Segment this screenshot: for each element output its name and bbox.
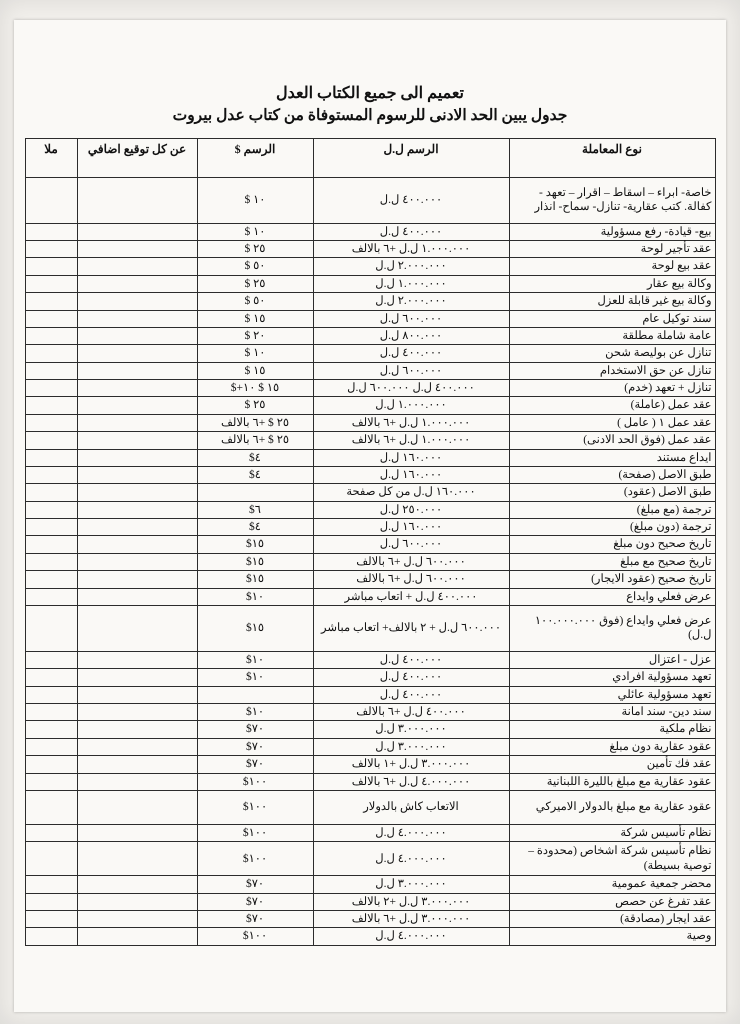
cell-transaction-type: وصية bbox=[509, 928, 715, 945]
cell-extra-signature-fee bbox=[77, 588, 197, 605]
table-row bbox=[25, 432, 715, 449]
cell-transaction-type: وكالة بيع غير قابلة للعزل bbox=[509, 293, 715, 310]
table-header-row bbox=[25, 138, 715, 177]
cell-extra-signature-fee bbox=[77, 876, 197, 893]
cell-extra-signature-fee bbox=[77, 893, 197, 910]
cell-fee-usd: ١٠ $ bbox=[197, 345, 313, 362]
cell-extra-signature-fee bbox=[77, 928, 197, 945]
cell-note bbox=[25, 756, 77, 773]
cell-transaction-type: عقد فك تأمين bbox=[509, 756, 715, 773]
cell-extra-signature-fee bbox=[77, 449, 197, 466]
cell-transaction-type: عرض فعلي وايداع (فوق ١٠٠.٠٠٠.٠٠٠ ل.ل) bbox=[509, 605, 715, 651]
table-row bbox=[25, 756, 715, 773]
cell-fee-usd: ٧٠$ bbox=[197, 721, 313, 738]
cell-transaction-type: تعهد مسؤولية افرادي bbox=[509, 669, 715, 686]
table-row bbox=[25, 571, 715, 588]
cell-note bbox=[25, 380, 77, 397]
cell-extra-signature-fee bbox=[77, 773, 197, 790]
cell-fee-lbp: الاتعاب كاش بالدولار bbox=[313, 790, 509, 824]
cell-fee-usd: ٧٠$ bbox=[197, 911, 313, 928]
cell-note bbox=[25, 773, 77, 790]
cell-extra-signature-fee bbox=[77, 293, 197, 310]
cell-transaction-type: طبق الاصل (صفحة) bbox=[509, 466, 715, 483]
cell-fee-usd: ٧٠$ bbox=[197, 756, 313, 773]
document-title-line-2: جدول يبين الحد الادنى للرسوم المستوفاة من كتاب عدل بيروت bbox=[172, 107, 568, 125]
cell-extra-signature-fee bbox=[77, 756, 197, 773]
cell-extra-signature-fee bbox=[77, 484, 197, 501]
cell-extra-signature-fee bbox=[77, 686, 197, 703]
cell-fee-lbp: ٤٠٠.٠٠٠ ل.ل + اتعاب مباشر bbox=[313, 588, 509, 605]
cell-note bbox=[25, 432, 77, 449]
cell-fee-lbp: ٦٠٠.٠٠٠ ل.ل +٦ بالالف bbox=[313, 553, 509, 570]
cell-fee-lbp: ٣.٠٠٠.٠٠٠ ل.ل +٦ بالالف bbox=[313, 911, 509, 928]
cell-fee-lbp: ٤٠٠.٠٠٠ ل.ل bbox=[313, 651, 509, 668]
cell-fee-lbp: ٤٠٠.٠٠٠ ل.ل bbox=[313, 669, 509, 686]
cell-transaction-type: عرض فعلي وايداع bbox=[509, 588, 715, 605]
cell-transaction-type: سند دين- سند امانة bbox=[509, 704, 715, 721]
cell-transaction-type: ترجمة (دون مبلغ) bbox=[509, 519, 715, 536]
cell-fee-lbp: ٨٠٠.٠٠٠ ل.ل bbox=[313, 327, 509, 344]
table-row bbox=[25, 824, 715, 841]
cell-extra-signature-fee bbox=[77, 605, 197, 651]
cell-transaction-type: تاريخ صحيح دون مبلغ bbox=[509, 536, 715, 553]
cell-extra-signature-fee bbox=[77, 842, 197, 876]
cell-fee-lbp: ٤٠٠.٠٠٠ ل.ل bbox=[313, 345, 509, 362]
cell-fee-lbp: ١.٠٠٠.٠٠٠ ل.ل +٦ بالالف bbox=[313, 414, 509, 431]
paper-sheet bbox=[14, 20, 726, 1012]
cell-fee-lbp: ٤٠٠.٠٠٠ ل.ل ٦٠٠.٠٠٠ ل.ل bbox=[313, 380, 509, 397]
table-row bbox=[25, 345, 715, 362]
cell-note bbox=[25, 484, 77, 501]
cell-fee-usd: ١٠٠$ bbox=[197, 928, 313, 945]
cell-transaction-type: تنازل + تعهد (خدم) bbox=[509, 380, 715, 397]
cell-note bbox=[25, 928, 77, 945]
cell-transaction-type: طبق الاصل (عقود) bbox=[509, 484, 715, 501]
cell-fee-lbp: ٣.٠٠٠.٠٠٠ ل.ل bbox=[313, 721, 509, 738]
cell-transaction-type: عقد عمل (عاملة) bbox=[509, 397, 715, 414]
cell-transaction-type: نظام تأسيس شركة bbox=[509, 824, 715, 841]
cell-note bbox=[25, 241, 77, 258]
table-row bbox=[25, 738, 715, 755]
cell-fee-usd: ١٠$ bbox=[197, 669, 313, 686]
column-header-extra-signature: عن كل توقيع اضافي bbox=[77, 138, 197, 177]
cell-extra-signature-fee bbox=[77, 310, 197, 327]
cell-transaction-type: سند توكيل عام bbox=[509, 310, 715, 327]
cell-fee-lbp: ٤٠٠.٠٠٠ ل.ل +٦ بالالف bbox=[313, 704, 509, 721]
cell-transaction-type: تنازل عن حق الاستخدام bbox=[509, 362, 715, 379]
cell-note bbox=[25, 738, 77, 755]
table-row bbox=[25, 275, 715, 292]
cell-extra-signature-fee bbox=[77, 651, 197, 668]
cell-fee-usd: ١٥$ bbox=[197, 536, 313, 553]
cell-note bbox=[25, 397, 77, 414]
cell-transaction-type: عقد عمل (فوق الحد الادنى) bbox=[509, 432, 715, 449]
cell-transaction-type: عقد تفرغ عن حصص bbox=[509, 893, 715, 910]
column-header-note: ملا bbox=[25, 138, 77, 177]
fees-table bbox=[25, 138, 716, 946]
cell-fee-usd: ٢٥ $ bbox=[197, 397, 313, 414]
table-row bbox=[25, 911, 715, 928]
cell-extra-signature-fee bbox=[77, 432, 197, 449]
cell-note bbox=[25, 588, 77, 605]
cell-transaction-type: ايداع مستند bbox=[509, 449, 715, 466]
table-row bbox=[25, 519, 715, 536]
cell-note bbox=[25, 842, 77, 876]
cell-fee-usd: ١٠$ bbox=[197, 704, 313, 721]
cell-note bbox=[25, 824, 77, 841]
cell-extra-signature-fee bbox=[77, 327, 197, 344]
cell-fee-lbp: ٢٥٠.٠٠٠ ل.ل bbox=[313, 501, 509, 518]
cell-extra-signature-fee bbox=[77, 790, 197, 824]
cell-transaction-type: تعهد مسؤولية عائلي bbox=[509, 686, 715, 703]
table-row bbox=[25, 310, 715, 327]
cell-fee-usd: ٢٥ $ bbox=[197, 275, 313, 292]
cell-fee-usd: ١٥ $ bbox=[197, 310, 313, 327]
cell-transaction-type: نظام ملكية bbox=[509, 721, 715, 738]
cell-extra-signature-fee bbox=[77, 824, 197, 841]
cell-extra-signature-fee bbox=[77, 571, 197, 588]
cell-fee-lbp: ٤٠٠.٠٠٠ ل.ل bbox=[313, 177, 509, 223]
table-row bbox=[25, 362, 715, 379]
table-row bbox=[25, 241, 715, 258]
cell-fee-lbp: ٣.٠٠٠.٠٠٠ ل.ل bbox=[313, 876, 509, 893]
cell-note bbox=[25, 911, 77, 928]
cell-fee-usd: ١٠٠$ bbox=[197, 773, 313, 790]
cell-transaction-type: تاريخ صحيح مع مبلغ bbox=[509, 553, 715, 570]
cell-fee-lbp: ٤.٠٠٠.٠٠٠ ل.ل +٦ بالالف bbox=[313, 773, 509, 790]
cell-note bbox=[25, 293, 77, 310]
cell-transaction-type: عقود عقارية دون مبلغ bbox=[509, 738, 715, 755]
cell-fee-lbp: ٦٠٠.٠٠٠ ل.ل bbox=[313, 362, 509, 379]
cell-note bbox=[25, 721, 77, 738]
cell-fee-lbp: ٢.٠٠٠.٠٠٠ ل.ل bbox=[313, 293, 509, 310]
cell-extra-signature-fee bbox=[77, 519, 197, 536]
cell-fee-usd: ٢٥ $ +٦ بالالف bbox=[197, 432, 313, 449]
cell-note bbox=[25, 876, 77, 893]
cell-fee-usd: ١٠٠$ bbox=[197, 842, 313, 876]
cell-fee-usd: ١٥$ bbox=[197, 605, 313, 651]
cell-fee-lbp: ٦٠٠.٠٠٠ ل.ل bbox=[313, 536, 509, 553]
table-row bbox=[25, 449, 715, 466]
cell-transaction-type: نظام تأسيس شركة اشخاص (محدودة – توصية بسيطة) bbox=[509, 842, 715, 876]
table-row bbox=[25, 588, 715, 605]
cell-fee-lbp: ١٦٠.٠٠٠ ل.ل bbox=[313, 519, 509, 536]
cell-fee-usd: ١٠$ bbox=[197, 588, 313, 605]
cell-note bbox=[25, 223, 77, 240]
cell-extra-signature-fee bbox=[77, 397, 197, 414]
cell-note bbox=[25, 519, 77, 536]
cell-note bbox=[25, 686, 77, 703]
cell-note bbox=[25, 790, 77, 824]
cell-extra-signature-fee bbox=[77, 669, 197, 686]
document-header bbox=[14, 20, 726, 128]
cell-note bbox=[25, 466, 77, 483]
cell-note bbox=[25, 327, 77, 344]
cell-note bbox=[25, 536, 77, 553]
cell-fee-usd: ٤$ bbox=[197, 519, 313, 536]
table-row bbox=[25, 466, 715, 483]
cell-fee-lbp: ٤.٠٠٠.٠٠٠ ل.ل bbox=[313, 842, 509, 876]
table-row bbox=[25, 790, 715, 824]
cell-note bbox=[25, 893, 77, 910]
cell-fee-lbp: ١.٠٠٠.٠٠٠ ل.ل +٦ بالالف bbox=[313, 241, 509, 258]
cell-fee-usd: ١٠٠$ bbox=[197, 824, 313, 841]
column-header-usd: الرسم $ bbox=[197, 138, 313, 177]
cell-extra-signature-fee bbox=[77, 380, 197, 397]
cell-fee-usd: ١٠ $ bbox=[197, 177, 313, 223]
table-row bbox=[25, 293, 715, 310]
table-row bbox=[25, 893, 715, 910]
cell-note bbox=[25, 177, 77, 223]
table-row bbox=[25, 605, 715, 651]
cell-extra-signature-fee bbox=[77, 536, 197, 553]
cell-transaction-type: بيع- قيادة- رفع مسؤولية bbox=[509, 223, 715, 240]
table-row bbox=[25, 876, 715, 893]
cell-note bbox=[25, 553, 77, 570]
cell-transaction-type: تنازل عن بوليصة شحن bbox=[509, 345, 715, 362]
cell-note bbox=[25, 258, 77, 275]
cell-fee-lbp: ٣.٠٠٠.٠٠٠ ل.ل +١ بالالف bbox=[313, 756, 509, 773]
cell-fee-usd: ٧٠$ bbox=[197, 738, 313, 755]
cell-extra-signature-fee bbox=[77, 414, 197, 431]
cell-fee-usd: ٤$ bbox=[197, 449, 313, 466]
table-row bbox=[25, 327, 715, 344]
cell-fee-lbp: ٤٠٠.٠٠٠ ل.ل bbox=[313, 686, 509, 703]
cell-extra-signature-fee bbox=[77, 177, 197, 223]
cell-fee-usd: ١٠ $ bbox=[197, 223, 313, 240]
table-row bbox=[25, 536, 715, 553]
table-row bbox=[25, 842, 715, 876]
cell-fee-lbp: ٦٠٠.٠٠٠ ل.ل + ٢ بالالف+ اتعاب مباشر bbox=[313, 605, 509, 651]
cell-transaction-type: وكالة بيع عقار bbox=[509, 275, 715, 292]
cell-fee-lbp: ١٦٠.٠٠٠ ل.ل bbox=[313, 449, 509, 466]
table-row bbox=[25, 651, 715, 668]
table-row bbox=[25, 223, 715, 240]
table-row bbox=[25, 686, 715, 703]
cell-note bbox=[25, 669, 77, 686]
cell-fee-lbp: ٤٠٠.٠٠٠ ل.ل bbox=[313, 223, 509, 240]
cell-note bbox=[25, 275, 77, 292]
cell-extra-signature-fee bbox=[77, 501, 197, 518]
cell-transaction-type: عقود عقارية مع مبلغ بالدولار الاميركي bbox=[509, 790, 715, 824]
cell-fee-usd: ٥٠ $ bbox=[197, 258, 313, 275]
cell-note bbox=[25, 362, 77, 379]
cell-fee-usd: ٢٥ $ bbox=[197, 241, 313, 258]
cell-transaction-type: ترجمة (مع مبلغ) bbox=[509, 501, 715, 518]
cell-extra-signature-fee bbox=[77, 738, 197, 755]
cell-extra-signature-fee bbox=[77, 362, 197, 379]
cell-fee-lbp: ٦٠٠.٠٠٠ ل.ل bbox=[313, 310, 509, 327]
cell-transaction-type: عامة شاملة مطلقة bbox=[509, 327, 715, 344]
table-row bbox=[25, 704, 715, 721]
cell-extra-signature-fee bbox=[77, 275, 197, 292]
cell-extra-signature-fee bbox=[77, 553, 197, 570]
cell-fee-lbp: ٦٠٠.٠٠٠ ل.ل +٦ بالالف bbox=[313, 571, 509, 588]
cell-fee-usd: ١٥ $ ١٠+$ bbox=[197, 380, 313, 397]
cell-fee-usd bbox=[197, 484, 313, 501]
cell-extra-signature-fee bbox=[77, 258, 197, 275]
cell-transaction-type: تاريخ صحيح (عقود الايجار) bbox=[509, 571, 715, 588]
cell-fee-lbp: ٤.٠٠٠.٠٠٠ ل.ل bbox=[313, 824, 509, 841]
cell-note bbox=[25, 571, 77, 588]
cell-note bbox=[25, 704, 77, 721]
cell-fee-lbp: ١.٠٠٠.٠٠٠ ل.ل +٦ بالالف bbox=[313, 432, 509, 449]
table-row bbox=[25, 553, 715, 570]
column-header-lbp: الرسم ل.ل bbox=[313, 138, 509, 177]
cell-extra-signature-fee bbox=[77, 223, 197, 240]
cell-transaction-type: محضر جمعية عمومية bbox=[509, 876, 715, 893]
cell-note bbox=[25, 449, 77, 466]
cell-fee-lbp: ٣.٠٠٠.٠٠٠ ل.ل bbox=[313, 738, 509, 755]
table-row bbox=[25, 928, 715, 945]
table-row bbox=[25, 177, 715, 223]
cell-fee-usd: ١٠$ bbox=[197, 651, 313, 668]
cell-note bbox=[25, 651, 77, 668]
cell-transaction-type: عقد عمل ١ ( عامل ) bbox=[509, 414, 715, 431]
cell-extra-signature-fee bbox=[77, 721, 197, 738]
table-row bbox=[25, 484, 715, 501]
cell-fee-usd: ٦$ bbox=[197, 501, 313, 518]
cell-fee-lbp: ١٦٠.٠٠٠ ل.ل bbox=[313, 466, 509, 483]
cell-fee-usd: ٢٠ $ bbox=[197, 327, 313, 344]
cell-extra-signature-fee bbox=[77, 466, 197, 483]
cell-fee-usd: ٤$ bbox=[197, 466, 313, 483]
cell-transaction-type: عزل - اعتزال bbox=[509, 651, 715, 668]
cell-transaction-type: عقد بيع لوحة bbox=[509, 258, 715, 275]
cell-fee-usd: ٢٥ $ +٦ بالالف bbox=[197, 414, 313, 431]
cell-fee-usd: ٧٠$ bbox=[197, 893, 313, 910]
cell-fee-lbp: ١.٠٠٠.٠٠٠ ل.ل bbox=[313, 397, 509, 414]
column-header-type: نوع المعاملة bbox=[509, 138, 715, 177]
cell-fee-lbp: ١.٠٠٠.٠٠٠ ل.ل bbox=[313, 275, 509, 292]
cell-fee-usd bbox=[197, 686, 313, 703]
cell-extra-signature-fee bbox=[77, 241, 197, 258]
cell-transaction-type: خاصة- ابراء – اسقاط – اقرار – تعهد - كفالة. كتب عقارية- تنازل- سماح- انذار bbox=[509, 177, 715, 223]
cell-fee-lbp: ٢.٠٠٠.٠٠٠ ل.ل bbox=[313, 258, 509, 275]
table-row bbox=[25, 721, 715, 738]
cell-note bbox=[25, 310, 77, 327]
table-row bbox=[25, 669, 715, 686]
table-row bbox=[25, 380, 715, 397]
cell-note bbox=[25, 345, 77, 362]
cell-extra-signature-fee bbox=[77, 911, 197, 928]
cell-extra-signature-fee bbox=[77, 704, 197, 721]
cell-transaction-type: عقد تأجير لوحة bbox=[509, 241, 715, 258]
cell-fee-usd: ٥٠ $ bbox=[197, 293, 313, 310]
cell-fee-usd: ١٥$ bbox=[197, 571, 313, 588]
table-row bbox=[25, 414, 715, 431]
table-row bbox=[25, 773, 715, 790]
table-row bbox=[25, 258, 715, 275]
cell-fee-usd: ١٥$ bbox=[197, 553, 313, 570]
cell-fee-lbp: ٣.٠٠٠.٠٠٠ ل.ل +٢ بالالف bbox=[313, 893, 509, 910]
cell-extra-signature-fee bbox=[77, 345, 197, 362]
table-row bbox=[25, 397, 715, 414]
cell-fee-lbp: ١٦٠.٠٠٠ ل.ل من كل صفحة bbox=[313, 484, 509, 501]
cell-fee-usd: ١٠٠$ bbox=[197, 790, 313, 824]
cell-transaction-type: عقد ايجار (مصادقة) bbox=[509, 911, 715, 928]
cell-note bbox=[25, 605, 77, 651]
cell-transaction-type: عقود عقارية مع مبلغ بالليرة اللبنانية bbox=[509, 773, 715, 790]
table-row bbox=[25, 501, 715, 518]
document-title-line-1: تعميم الى جميع الكتاب العدل bbox=[275, 85, 465, 102]
cell-fee-lbp: ٤.٠٠٠.٠٠٠ ل.ل bbox=[313, 928, 509, 945]
cell-note bbox=[25, 414, 77, 431]
cell-fee-usd: ٧٠$ bbox=[197, 876, 313, 893]
table-body bbox=[25, 177, 715, 945]
cell-fee-usd: ١٥ $ bbox=[197, 362, 313, 379]
cell-note bbox=[25, 501, 77, 518]
